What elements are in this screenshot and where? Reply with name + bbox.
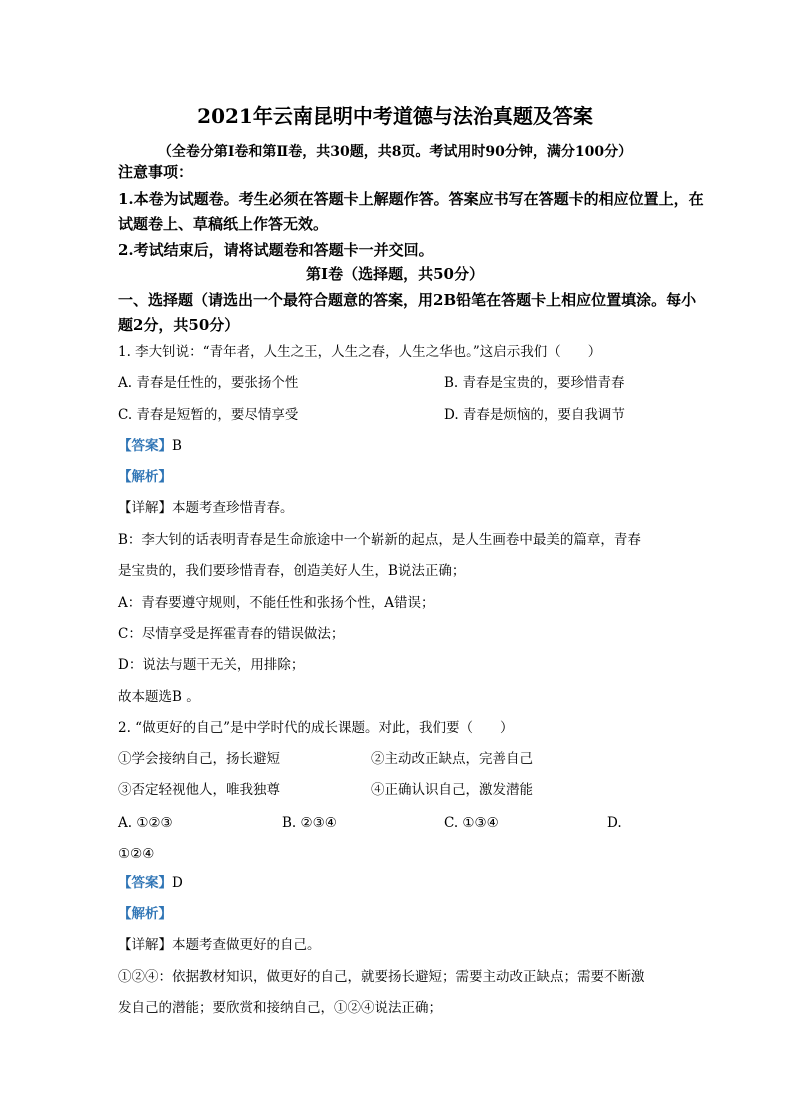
q1-answer-value: B <box>172 438 182 454</box>
q1-explain-b-line-2: 是宝贵的，我们要珍惜青春，创造美好人生，B说法正确； <box>118 563 466 579</box>
q2-answer <box>118 874 183 892</box>
page-title: 2021年云南昆明中考道德与法治真题及答案 <box>197 104 593 128</box>
q2-option-d-content: ①②④ <box>118 846 155 862</box>
q1-detail <box>118 499 294 517</box>
q2-item-3: ③否定轻视他人，唯我独尊 <box>118 782 280 798</box>
q2-item-1: ①学会接纳自己，扬长避短 <box>118 751 280 767</box>
q1-option-c: C. 青春是短暂的，要尽情享受 <box>118 407 299 423</box>
q1-detail-text: 本题考查珍惜青春。 <box>172 500 294 516</box>
q2-option-a: A. ①②③ <box>118 815 173 831</box>
q1-explain-b-line-1: B：李大钊的话表明青春是生命旅途中一个崭新的起点，是人生画卷中最美的篇章，青春 <box>118 532 641 548</box>
notice-item-1-line-1: 1.本卷为试题卷。考生必须在答题卡上解题作答。答案应书写在答题卡的相应位置上，在 <box>118 190 704 208</box>
q2-option-d: D. <box>607 815 622 831</box>
q1-conclusion: 故本题选B 。 <box>118 689 200 705</box>
q1-explain-c: C：尽情享受是挥霍青春的错误做法； <box>118 626 345 642</box>
q2-item-2: ②主动改正缺点，完善自己 <box>371 751 533 767</box>
q2-answer-tag: 【答案】 <box>118 875 172 891</box>
q2-analysis-tag: 【解析】 <box>118 906 172 922</box>
q2-item-4: ④正确认识自己，激发潜能 <box>371 782 533 798</box>
q2-detail-text: 本题考查做更好的自己。 <box>172 937 321 953</box>
q1-answer <box>118 437 182 455</box>
q2-option-c: C. ①③④ <box>444 815 499 831</box>
notice-item-2: 2.考试结束后，请将试题卷和答题卡一并交回。 <box>118 241 434 259</box>
q2-option-b: B. ②③④ <box>282 815 337 831</box>
q1-option-b: B. 青春是宝贵的，要珍惜青春 <box>444 375 625 391</box>
section-intro-line-2: 题2分，共50分） <box>118 316 240 334</box>
section-intro-line-1: 一、选择题（请选出一个最符合题意的答案，用2B铅笔在答题卡上相应位置填涂。每小 <box>118 291 697 309</box>
q2-answer-value: D <box>172 875 183 891</box>
exam-subtitle: （全卷分第Ⅰ卷和第Ⅱ卷，共30题，共8页。考试用时90分钟，满分100分） <box>157 144 633 160</box>
section-title: 第Ⅰ卷（选择题，共50分） <box>306 265 484 283</box>
q1-analysis-tag: 【解析】 <box>118 469 172 485</box>
notice-heading: 注意事项： <box>118 163 194 181</box>
q2-detail-tag: 【详解】 <box>118 937 172 953</box>
q2-explain-line-2: 发自己的潜能；要欣赏和接纳自己，①②④说法正确； <box>118 1000 442 1016</box>
q1-option-d: D. 青春是烦恼的，要自我调节 <box>444 407 625 423</box>
q1-explain-d: D：说法与题干无关，用排除； <box>118 657 305 673</box>
q1-stem: 1. 李大钊说：“青年者，人生之王，人生之春，人生之华也。”这启示我们（ ） <box>118 344 602 360</box>
q1-explain-a: A：青春要遵守规则，不能任性和张扬个性，A错误； <box>118 595 435 611</box>
q2-detail <box>118 936 321 954</box>
q1-answer-tag: 【答案】 <box>118 438 172 454</box>
q1-detail-tag: 【详解】 <box>118 500 172 516</box>
q2-explain-line-1: ①②④：依据教材知识，做更好的自己，就要扬长避短；需要主动改正缺点；需要不断激 <box>118 969 645 985</box>
notice-item-1-line-2: 试题卷上、草稿纸上作答无效。 <box>118 215 329 233</box>
q1-option-a: A. 青春是任性的，要张扬个性 <box>118 375 299 391</box>
q2-stem: 2. “做更好的自己”是中学时代的成长课题。对此，我们要（ ） <box>118 720 514 736</box>
